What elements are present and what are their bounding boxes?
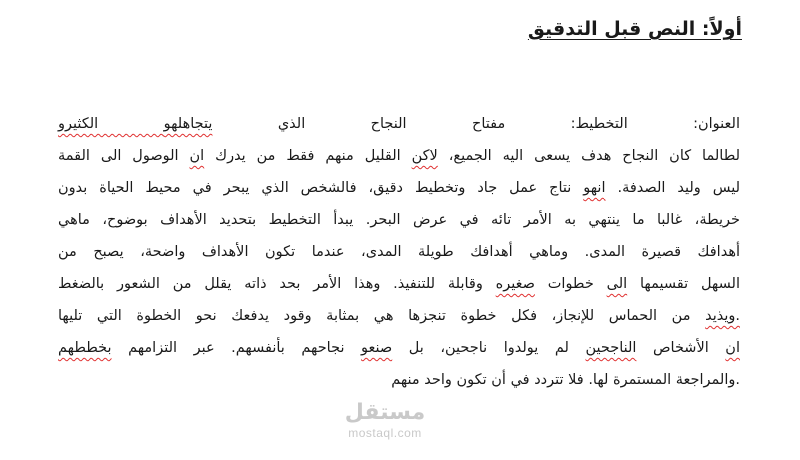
text-segment: القليل منهم فقط من يدرك bbox=[204, 148, 412, 164]
watermark-url: mostaql.com bbox=[348, 426, 422, 440]
text-segment: الوصول الى القمة bbox=[58, 148, 190, 164]
text-segment: خطوات bbox=[534, 276, 607, 292]
text-line bbox=[58, 236, 740, 268]
misspelled-word: الناجحين bbox=[585, 340, 637, 356]
mostaql-watermark bbox=[330, 400, 440, 440]
text-segment: من الحماس للإنجاز، فكل خطوة تنجزها هي بمثابة وقود يدفعك نحو الخطوة التي تليها bbox=[58, 308, 706, 324]
text-line bbox=[58, 140, 740, 172]
text-line bbox=[58, 364, 740, 396]
text-segment: خريطة، غالبا ما ينتهي به الأمر تائه في عرض البحر. يبدأ التخطيط بتحديد الأهداف بوضوح، ماهي bbox=[58, 212, 740, 228]
misspelled-word: صغيره bbox=[495, 276, 535, 292]
text-segment: السهل تقسيمها bbox=[627, 276, 740, 292]
text-segment: وقابلة للتنفيذ. وهذا الأمر بحد ذاته يقلل من الشعور بالضغط bbox=[58, 276, 496, 292]
watermark-logo: مستقل bbox=[344, 400, 426, 425]
misspelled-word: الى bbox=[606, 276, 628, 292]
misspelled-word: لاكن bbox=[411, 148, 438, 164]
text-segment: نتاج عمل جاد وتخطيط دقيق، فالشخص الذي يبحر في محيط الحياة بدون bbox=[58, 180, 584, 196]
misspelled-word: يتجاهلهو bbox=[163, 116, 213, 132]
text-line bbox=[58, 332, 740, 364]
text-segment: العنوان: التخطيط: مفتاح النجاح الذي bbox=[212, 116, 740, 132]
misspelled-word: الكثيرو bbox=[58, 116, 164, 132]
text-line bbox=[58, 204, 740, 236]
section-heading: أولاً: النص قبل التدقيق bbox=[527, 18, 742, 40]
misspelled-word: ان bbox=[725, 340, 740, 356]
text-segment: نجاحهم بأنفسهم. عبر التزامهم bbox=[111, 340, 362, 356]
text-segment: ليس وليد الصدفة. bbox=[605, 180, 740, 196]
text-line bbox=[58, 268, 740, 300]
text-segment: لم يولدوا ناجحين، بل bbox=[392, 340, 586, 356]
misspelled-word: .ويذيد bbox=[705, 308, 740, 324]
misspelled-word: انهو bbox=[583, 180, 606, 196]
misspelled-word: ان bbox=[189, 148, 205, 164]
misspelled-word: بخططهم bbox=[58, 340, 112, 356]
text-line bbox=[58, 108, 740, 140]
text-segment: الأشخاص bbox=[636, 340, 726, 356]
text-segment: .والمراجعة المستمرة لها. فلا تتردد في أن تكون واحد منهم bbox=[391, 372, 740, 388]
article-body bbox=[58, 108, 740, 396]
text-line bbox=[58, 172, 740, 204]
misspelled-word: صنعو bbox=[361, 340, 393, 356]
text-segment: لطالما كان النجاح هدف يسعى اليه الجميع، bbox=[437, 148, 741, 164]
text-line bbox=[58, 300, 740, 332]
text-segment: أهدافك قصيرة المدى. وماهي أهدافك طويلة المدى، عندما تكون الأهداف واضحة، يصبح من bbox=[58, 244, 740, 260]
